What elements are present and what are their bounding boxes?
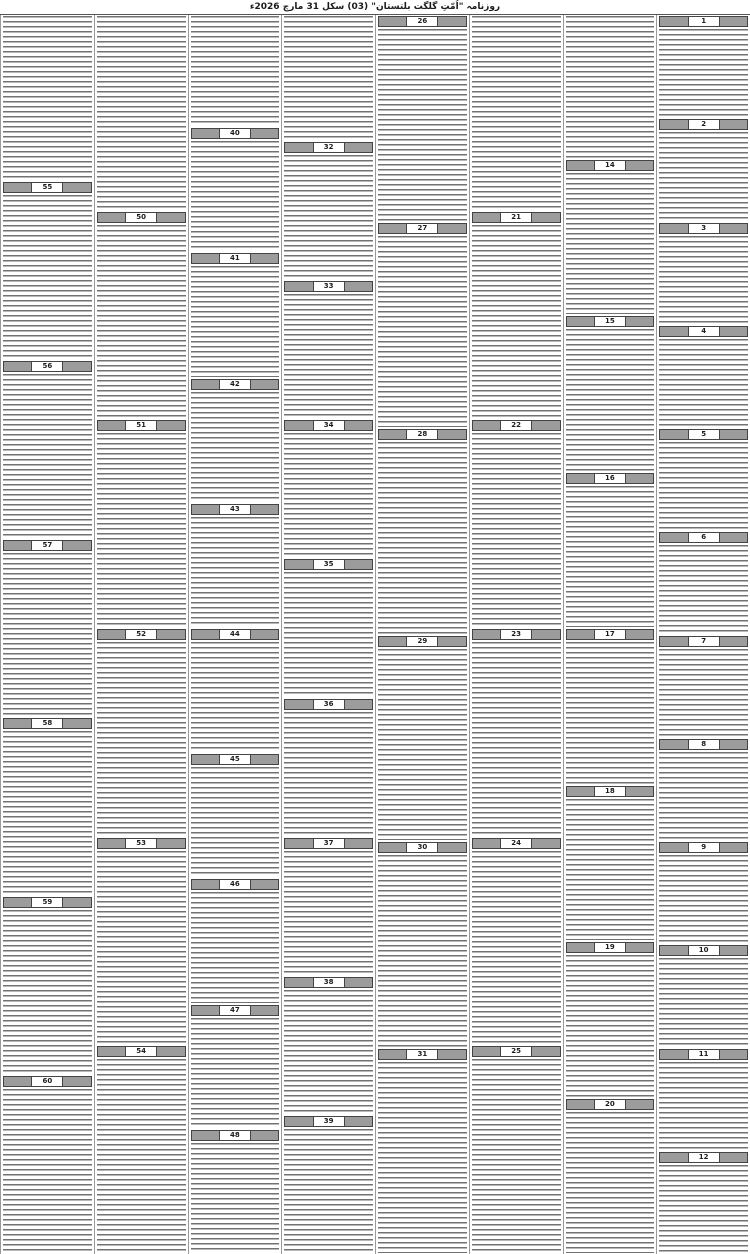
classified-ad [376,841,469,1048]
ad-number: 16 [594,473,626,484]
classified-ad [95,419,188,628]
ad-number-header [97,838,186,849]
ad-body-text [284,990,373,1114]
ad-number-header [191,128,280,139]
ad-number-header [97,212,186,223]
classified-ad [189,1004,282,1129]
ad-number-header [97,629,186,640]
ad-number: 36 [313,699,345,710]
classified-ad [376,635,469,842]
ad-number: 29 [406,636,438,647]
ad-body-text [378,1062,467,1254]
classified-ad [564,315,657,472]
classified-ad [95,15,188,211]
ad-number: 5 [688,429,720,440]
ad-body-text [191,1018,280,1128]
ad-body-text [472,642,561,836]
classified-ad [189,15,282,127]
ad-number-header [378,223,467,234]
ad-number-header [191,253,280,264]
ad-number: 35 [313,559,345,570]
classified-ad [470,15,563,211]
ad-number-header [659,842,748,853]
ad-number-header [191,504,280,515]
ad-number: 30 [406,842,438,853]
ad-body-text [3,374,92,538]
classified-ad [657,15,750,118]
classified-ad [282,976,375,1115]
ad-body-text [284,294,373,418]
ad-number: 2 [688,119,720,130]
ad-body-text [191,266,280,376]
column-4 [375,15,469,1254]
classified-ad [282,837,375,976]
ad-number: 1 [688,16,720,27]
ad-number-header [97,1046,186,1057]
ad-body-text [566,16,655,158]
ad-body-text [659,545,748,633]
ad-body-text [566,642,655,784]
classified-ad [470,1045,563,1254]
classified-ad [657,1151,750,1254]
ad-number: 55 [31,182,63,193]
ad-body-text [566,486,655,628]
ad-number-header [566,316,655,327]
ad-number: 21 [500,212,532,223]
ad-body-text [284,572,373,696]
ad-body-text [191,517,280,627]
ad-number-header [284,281,373,292]
ad-number-header [97,420,186,431]
ad-number-header [472,420,561,431]
ad-body-text [191,16,280,126]
ad-number: 11 [688,1049,720,1060]
ad-body-text [284,433,373,557]
ad-body-text [659,855,748,943]
ad-number-header [3,361,92,372]
ad-number-header [472,212,561,223]
ad-body-text [97,642,186,836]
ad-number-header [3,182,92,193]
ad-number: 45 [219,754,251,765]
ad-body-text [566,329,655,471]
ad-body-text [3,16,92,180]
classified-ad [657,1048,750,1151]
ad-number: 43 [219,504,251,515]
ad-number-header [3,540,92,551]
ad-number: 40 [219,128,251,139]
ad-body-text [3,731,92,895]
ad-number-header [284,559,373,570]
ad-number-header [191,1005,280,1016]
classified-ad [282,698,375,837]
ad-body-text [659,132,748,220]
ad-number-header [378,842,467,853]
ad-number: 48 [219,1130,251,1141]
masthead-text: روزنامہ "اُمّتِ گلگت بلتستان" (03) سکل 31 مارچ 2026ء [249,2,501,12]
ad-body-text [566,799,655,941]
ad-body-text [191,767,280,877]
ad-body-text [284,712,373,836]
ad-body-text [191,141,280,251]
classified-ad [376,1048,469,1254]
ad-number-header [472,1046,561,1057]
ad-number-header [659,223,748,234]
ad-number: 38 [313,977,345,988]
classified-ad [282,558,375,697]
ad-number: 51 [125,420,157,431]
ad-body-text [659,29,748,117]
ad-body-text [566,955,655,1097]
ad-body-text [659,1062,748,1150]
ad-number-header [3,897,92,908]
ad-number: 9 [688,842,720,853]
ad-number: 7 [688,636,720,647]
ad-number: 44 [219,629,251,640]
ad-number: 46 [219,879,251,890]
ad-number-header [566,160,655,171]
ad-number: 3 [688,223,720,234]
ad-number: 41 [219,253,251,264]
classified-ad [657,325,750,428]
classified-ad [1,181,94,360]
classified-ad [470,419,563,628]
ad-number: 31 [406,1049,438,1060]
classified-ad [564,472,657,629]
ad-number: 18 [594,786,626,797]
ad-number: 22 [500,420,532,431]
ad-number-header [284,838,373,849]
ad-number-header [191,379,280,390]
classified-ad [1,1075,94,1254]
ad-number: 15 [594,316,626,327]
ad-body-text [3,1089,92,1253]
ad-number: 52 [125,629,157,640]
ad-body-text [378,29,467,221]
ad-body-text [659,958,748,1046]
classified-ad [376,15,469,222]
ad-number: 47 [219,1005,251,1016]
ad-number-header [191,754,280,765]
ad-body-text [472,1059,561,1253]
column-5 [281,15,375,1254]
classified-ad [564,1098,657,1254]
ad-number-header [566,1099,655,1110]
column-1 [656,15,750,1254]
ad-number-header [191,1130,280,1141]
ad-body-text [97,851,186,1045]
ad-body-text [378,442,467,634]
ad-body-text [97,225,186,419]
ad-body-text [472,225,561,419]
classified-ad [657,531,750,634]
ad-number-header [284,1116,373,1127]
ad-number: 23 [500,629,532,640]
classified-ad [1,15,94,181]
ad-body-text [97,16,186,210]
ad-number-header [378,429,467,440]
ad-number: 19 [594,942,626,953]
ad-body-text [378,855,467,1047]
classified-ad [564,15,657,159]
classified-ad [189,252,282,377]
ad-number-header [472,838,561,849]
classified-ad [189,1129,282,1254]
classified-ad [189,628,282,753]
classified-ad [657,222,750,325]
ad-body-text [3,553,92,717]
ad-number: 42 [219,379,251,390]
ad-number-header [659,429,748,440]
ad-number: 32 [313,142,345,153]
ad-body-text [191,392,280,502]
ad-number-header [659,532,748,543]
ad-number-header [566,629,655,640]
ad-number-header [191,879,280,890]
ad-number: 14 [594,160,626,171]
ad-body-text [284,851,373,975]
classified-columns [0,15,750,1254]
column-8 [0,15,94,1254]
classified-ad [564,628,657,785]
classified-ad [564,941,657,1098]
classified-ad [657,428,750,531]
ad-number-header [472,629,561,640]
classified-ad [657,841,750,944]
ad-number: 57 [31,540,63,551]
classified-ad [189,127,282,252]
ad-number: 56 [31,361,63,372]
column-6 [188,15,282,1254]
ad-body-text [566,1112,655,1254]
ad-body-text [378,649,467,841]
classified-ad [282,1115,375,1254]
newspaper-masthead [0,0,750,15]
column-2 [563,15,657,1254]
classified-ad [657,118,750,221]
ad-body-text [284,1129,373,1253]
ad-number: 10 [688,945,720,956]
ad-body-text [191,1143,280,1253]
classified-ad [1,539,94,718]
ad-number-header [3,1076,92,1087]
ad-number-header [566,473,655,484]
ad-body-text [97,1059,186,1253]
ad-number-header [284,142,373,153]
ad-body-text [472,433,561,627]
ad-number-header [659,1049,748,1060]
classified-ad [189,753,282,878]
classified-ad [95,211,188,420]
ad-number-header [378,16,467,27]
ad-number: 59 [31,897,63,908]
ad-number: 34 [313,420,345,431]
ad-body-text [284,155,373,279]
ad-number-header [3,718,92,729]
classified-ad [282,419,375,558]
ad-body-text [472,851,561,1045]
ad-number-header [659,1152,748,1163]
ad-number-header [659,16,748,27]
classified-ad [95,837,188,1046]
ad-number-header [284,977,373,988]
ad-number: 17 [594,629,626,640]
column-3 [469,15,563,1254]
classified-ad [1,896,94,1075]
ad-body-text [378,236,467,428]
ad-body-text [659,236,748,324]
ad-number: 20 [594,1099,626,1110]
classified-ad [657,944,750,1047]
classified-ad [657,738,750,841]
classified-ad [470,628,563,837]
ad-number-header [284,699,373,710]
ad-number: 60 [31,1076,63,1087]
ad-number: 4 [688,326,720,337]
ad-number: 50 [125,212,157,223]
ad-body-text [659,752,748,840]
ad-number: 28 [406,429,438,440]
ad-body-text [191,642,280,752]
ad-number-header [191,629,280,640]
ad-number: 24 [500,838,532,849]
column-7 [94,15,188,1254]
ad-number: 54 [125,1046,157,1057]
ad-number-header [659,636,748,647]
classified-ad [95,628,188,837]
ad-number-header [659,739,748,750]
ad-number-header [566,786,655,797]
classified-ad [1,717,94,896]
classified-ad [189,503,282,628]
ad-number-header [378,636,467,647]
ad-number-header [659,945,748,956]
ad-number: 25 [500,1046,532,1057]
ad-number: 6 [688,532,720,543]
ad-body-text [659,442,748,530]
ad-number-header [378,1049,467,1060]
ad-number: 26 [406,16,438,27]
classified-ad [470,837,563,1046]
ad-body-text [191,892,280,1002]
ad-body-text [472,16,561,210]
ad-number: 37 [313,838,345,849]
classified-ad [1,360,94,539]
ad-body-text [284,16,373,140]
ad-number: 53 [125,838,157,849]
ad-body-text [97,433,186,627]
classified-ad [282,280,375,419]
classified-ad [564,785,657,942]
ad-number: 8 [688,739,720,750]
classified-ad [376,222,469,429]
ad-number-header [284,420,373,431]
ad-number-header [659,326,748,337]
classified-ad [470,211,563,420]
classified-ad [189,878,282,1003]
ad-body-text [3,195,92,359]
classified-ad [282,141,375,280]
ad-number: 12 [688,1152,720,1163]
classified-ad [376,428,469,635]
classified-ad [564,159,657,316]
ad-body-text [659,649,748,737]
ad-body-text [566,173,655,315]
ad-number-header [659,119,748,130]
ad-body-text [659,339,748,427]
ad-number: 58 [31,718,63,729]
ad-number: 39 [313,1116,345,1127]
classified-ad [189,378,282,503]
ad-body-text [3,910,92,1074]
ad-number: 27 [406,223,438,234]
classified-ad [657,635,750,738]
ad-body-text [659,1165,748,1253]
classified-ad [95,1045,188,1254]
classified-ad [282,15,375,141]
ad-number: 33 [313,281,345,292]
ad-number-header [566,942,655,953]
